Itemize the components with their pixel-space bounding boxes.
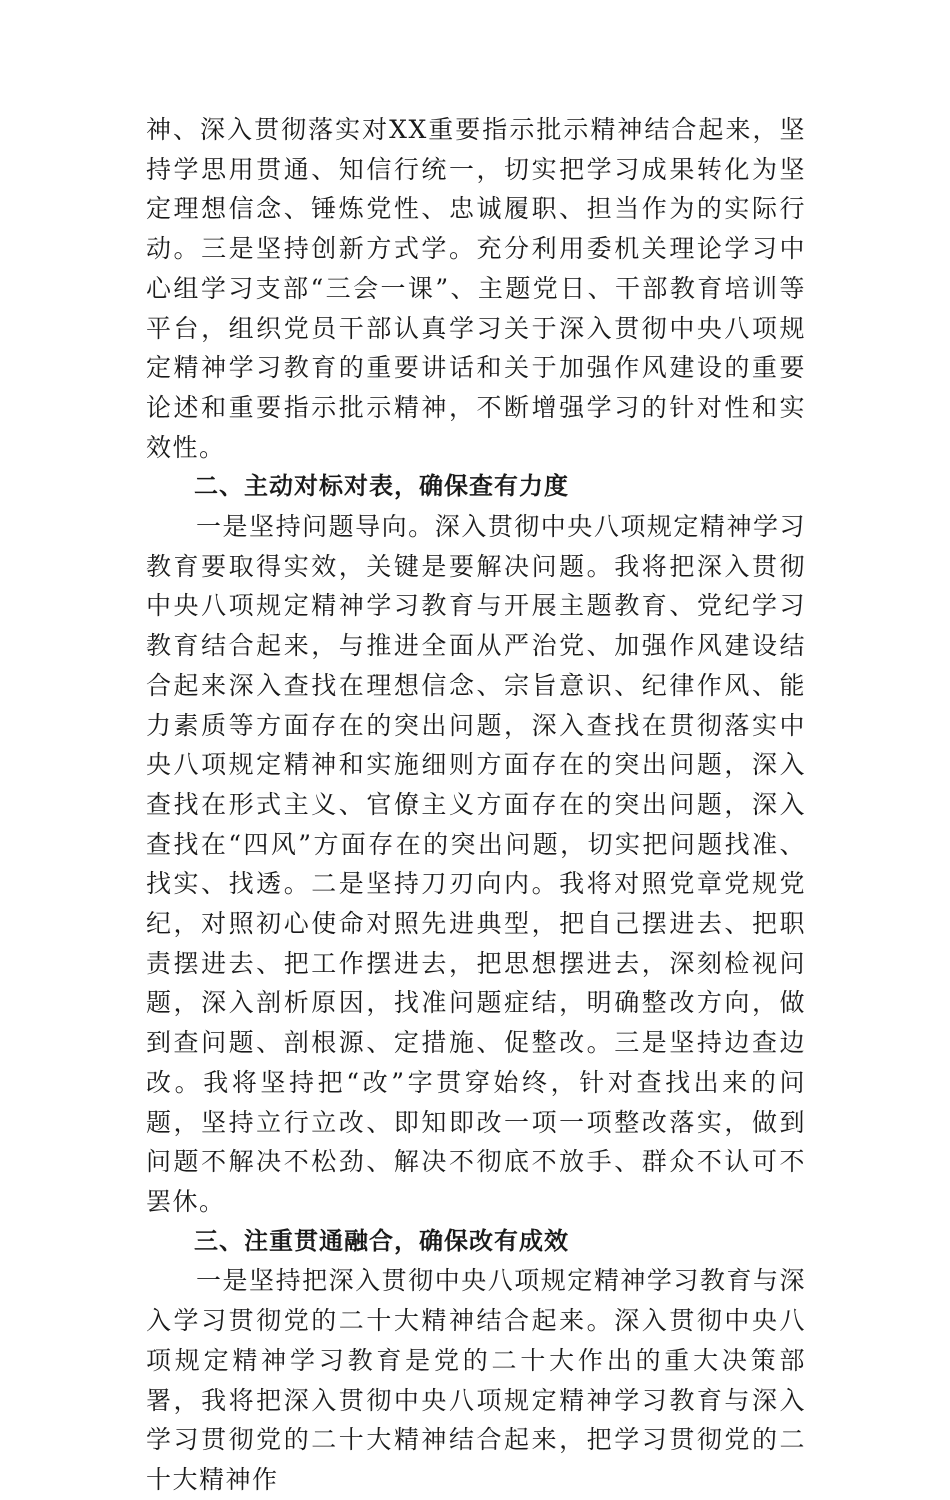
paragraph-section-2: 一是坚持问题导向。深入贯彻中央八项规定精神学习教育要取得实效，关键是要解决问题。我将把深入贯彻中央八项规定精神学习教育与开展主题教育、党纪学习教育结合起来，与推进全面从严治党、加强作风建设结合起来深入查找在理想信念、宗旨意识、纪律作风、能力素质等方面存在的突出问题，深入查找在贯彻落实中央八项规定精神和实施细则方面存在的突出问题，深入查找在形式主义、官僚主义方面存在的突出问题，深入查找在“四风”方面存在的突出问题，切实把问题找准、找实、找透。二是坚持刀刃向内。我将对照党章党规党纪，对照初心使命对照先进典型，把自己摆进去、把职责摆进去、把工作摆进去，把思想摆进去，深刻检视问题，深入剖析原因，找准问题症结，明确整改方向，做到查问题、剖根源、定措施、促整改。三是坚持边查边改。我将坚持把“改”字贯穿始终，针对查找出来的问题，坚持立行立改、即知即改一项一项整改落实，做到问题不解决不松劲、解决不彻底不放手、群众不认可不罢休。 <box>146 512 806 1216</box>
document-body <box>146 110 806 1500</box>
section-heading-3: 三、注重贯通融合，确保改有成效 <box>194 1226 569 1255</box>
section-heading-2: 二、主动对标对表，确保查有力度 <box>194 472 569 501</box>
paragraph-section-3: 一是坚持把深入贯彻中央八项规定精神学习教育与深入学习贯彻党的二十大精神结合起来。深入贯彻中央八项规定精神学习教育是党的二十大作出的重大决策部署，我将把深入贯彻中央八项规定精神学习教育与深入学习贯彻党的二十大精神结合起来，把学习贯彻党的二十大精神作 <box>146 1266 806 1494</box>
paragraph-continuation: 神、深入贯彻落实对XX重要指示批示精神结合起来，坚持学思用贯通、知信行统一，切实把学习成果转化为坚定理想信念、锤炼党性、忠诚履职、担当作为的实际行动。三是坚持创新方式学。充分利用委机关理论学习中心组学习支部“三会一课”、主题党日、干部教育培训等平台，组织党员干部认真学习关于深入贯彻中央八项规定精神学习教育的重要讲话和关于加强作风建设的重要论述和重要指示批示精神，不断增强学习的针对性和实效性。 <box>146 115 806 462</box>
